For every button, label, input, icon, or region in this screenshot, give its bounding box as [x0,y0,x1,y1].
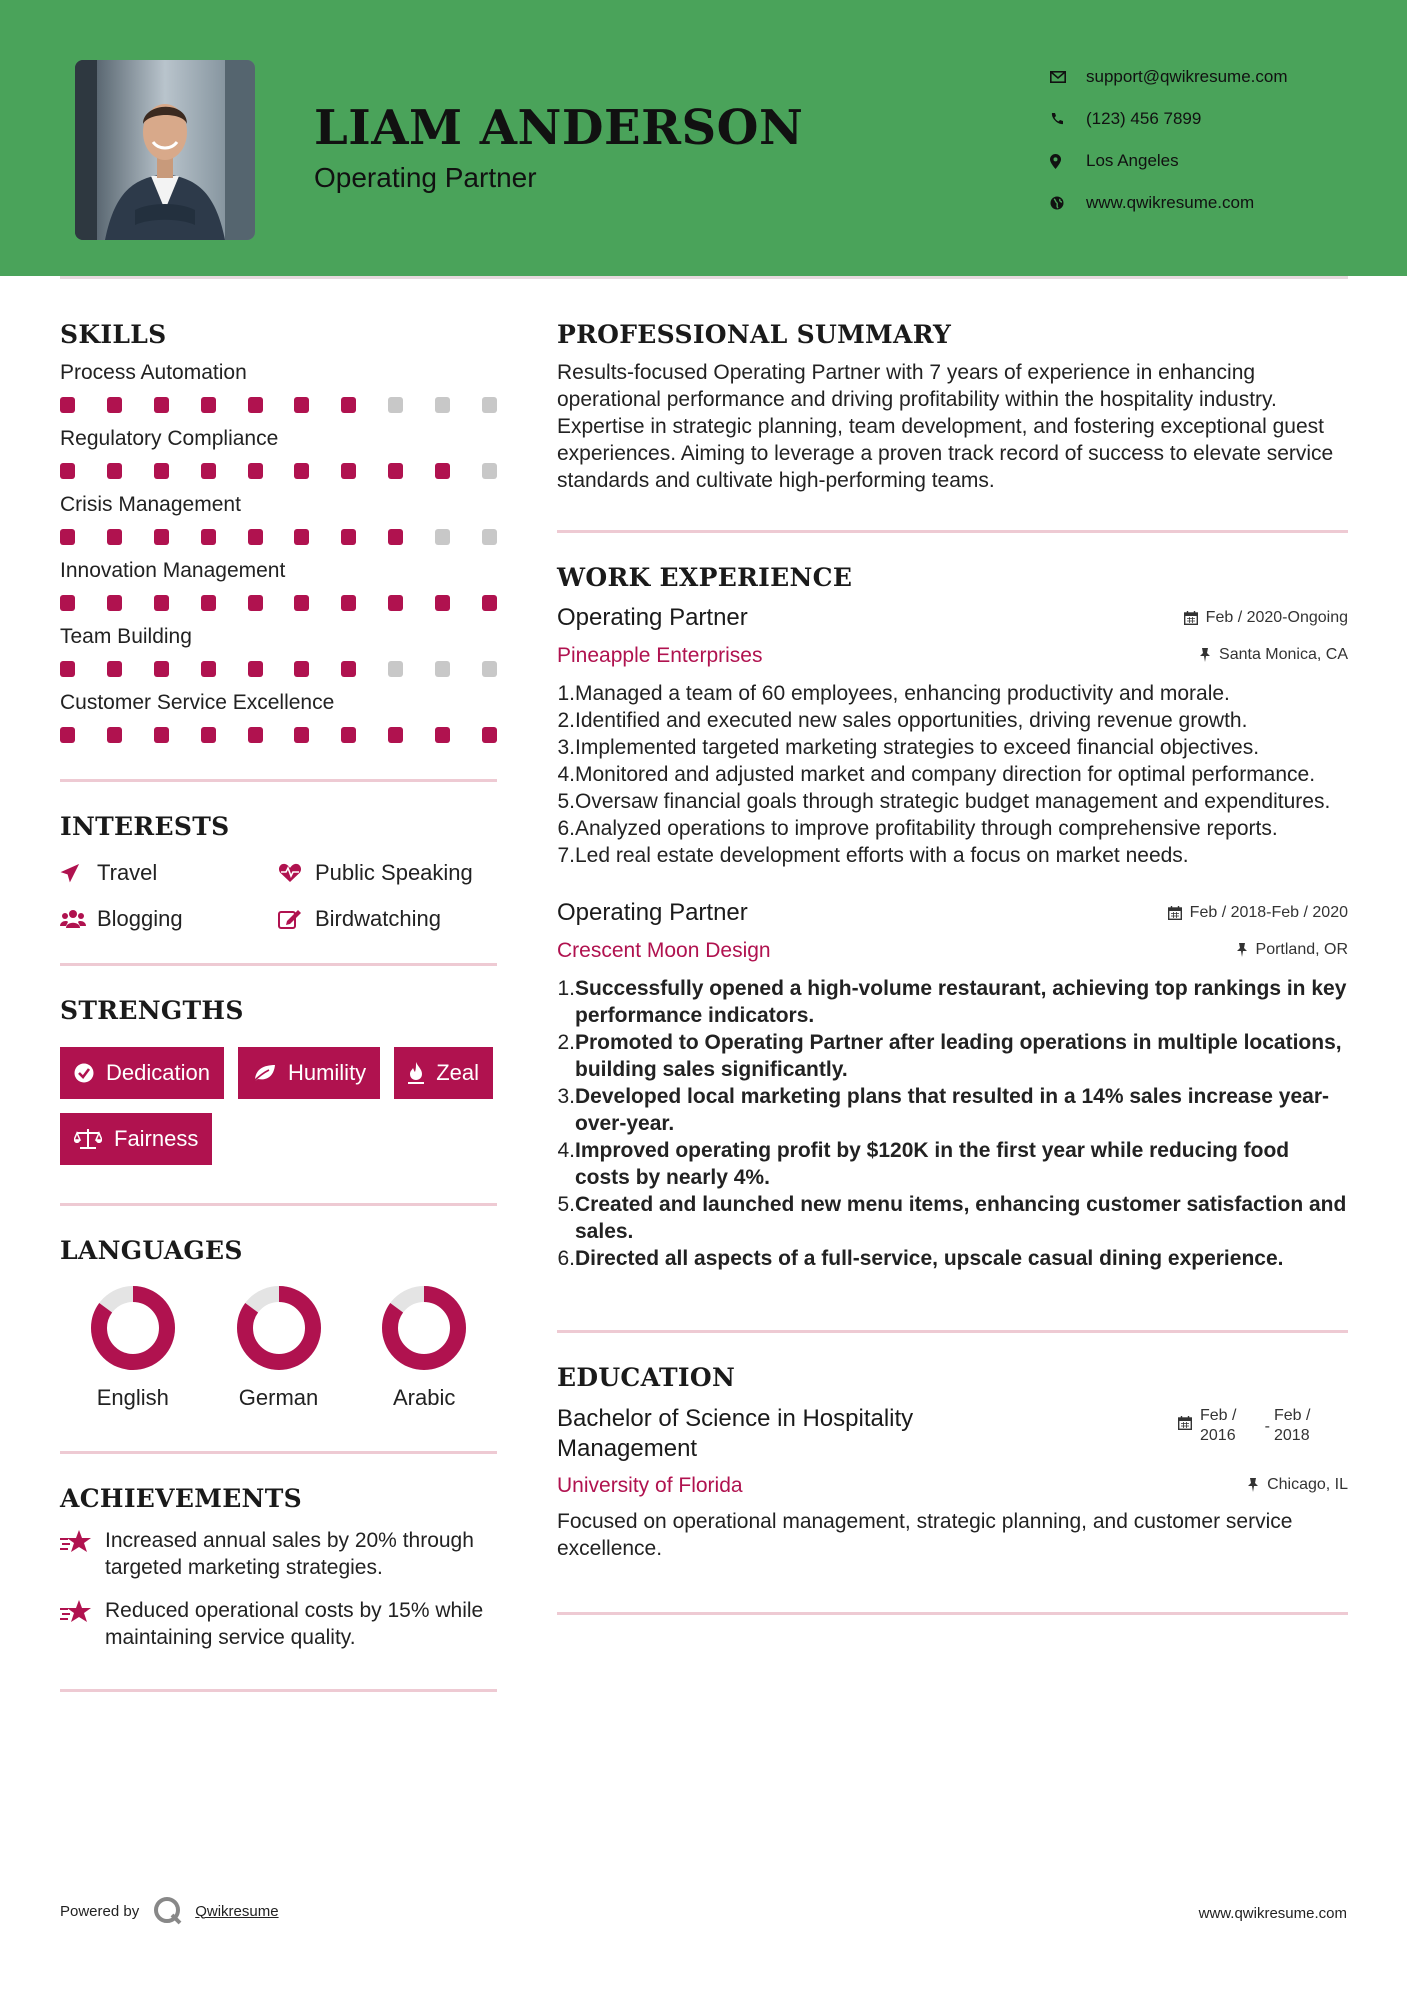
rating-dot-filled [60,397,75,413]
education-location-text: Chicago, IL [1267,1476,1348,1493]
skill-name: Innovation Management [60,559,286,582]
job-bullet [557,761,1348,788]
interest-label: Blogging [97,906,183,931]
strength-tag [60,1113,212,1165]
rating-dot-filled [294,397,309,413]
skill-item [60,493,497,549]
skill-rating [60,397,497,417]
degree-title: Bachelor of Science in Hospitality Management [557,1405,914,1462]
section-divider [557,1612,1348,1615]
star-icon [60,1597,105,1651]
bullet-number: 7. [557,844,575,867]
rating-dot-filled [154,463,169,479]
interests-heading: INTERESTS [60,812,230,841]
star-icon [60,1527,105,1581]
rating-dot-filled [248,595,263,611]
bullet-number: 4. [557,1139,575,1162]
school-name: University of Florida [557,1474,743,1497]
rating-dot-filled [248,397,263,413]
footer-website[interactable]: www.qwikresume.com [1198,1905,1347,1922]
calendar-icon [1184,611,1198,625]
footer-powered-by [60,1896,279,1926]
skill-name: Regulatory Compliance [60,427,279,450]
skill-item [60,559,497,615]
strengths-heading: STRENGTHS [60,996,244,1025]
pin-icon [1236,943,1248,957]
rating-dot-filled [341,661,356,677]
job-bullet [557,1083,1348,1137]
contact-website[interactable] [1050,182,1288,224]
contact-phone[interactable] [1050,98,1288,140]
bullet-text: Monitored and adjusted market and company direction for optimal performance. [575,763,1316,786]
rating-dot-filled [154,727,169,743]
rating-dot-filled [107,595,122,611]
rating-dot-filled [435,727,450,743]
job-bullet [557,842,1348,869]
language-donut [236,1285,322,1371]
contact-email-text: support@qwikresume.com [1086,67,1288,86]
envelope-icon [1050,71,1086,83]
strength-label: Humility [287,1060,367,1085]
bullet-number: 1. [557,682,575,705]
job-location [1199,646,1348,664]
bullet-number: 1. [557,977,575,1000]
strength-label: Dedication [106,1060,210,1085]
job-location-text: Santa Monica, CA [1219,646,1348,663]
bullet-text: Created and launched new menu items, enhancing customer satisfaction and sales. [575,1193,1347,1243]
bullet-text: Analyzed operations to improve profitability through comprehensive reports. [575,817,1278,840]
rating-dot-filled [107,727,122,743]
bullet-number: 4. [557,763,575,786]
languages-list [60,1285,497,1411]
rating-dot-filled [107,529,122,545]
education-start: Feb / 2016 [1200,1407,1237,1444]
rating-dot-filled [60,661,75,677]
rating-dot-filled [388,463,403,479]
rating-dot-filled [341,595,356,611]
rating-dot-filled [341,727,356,743]
job-title: Operating Partner [557,899,748,926]
company-name: Crescent Moon Design [557,939,771,962]
education-location [1247,1476,1348,1494]
calendar-icon [1178,1416,1192,1430]
rating-dot-empty [482,397,497,413]
strength-label: Fairness [114,1126,199,1151]
skill-item [60,691,497,747]
job-dates-text: Feb / 2018-Feb / 2020 [1189,904,1348,921]
bullet-text: Led real estate development efforts with a focus on market needs. [575,844,1189,867]
interest-item [278,905,497,933]
qwikresume-link[interactable]: Qwikresume [195,1902,279,1920]
bullet-text: Promoted to Operating Partner after leading operations in multiple locations, building sales significantly. [575,1031,1342,1081]
skill-item [60,625,497,681]
candidate-name: LIAM ANDERSON [314,100,804,156]
bullet-text: Oversaw financial goals through strategic budget management and expenditures. [575,790,1331,813]
rating-dot-filled [248,661,263,677]
bullet-text: Implemented targeted marketing strategies to exceed financial objectives. [575,736,1260,759]
qwikresume-logo-icon [153,1896,183,1926]
interest-item [60,905,278,933]
language-label: Arabic [393,1385,456,1410]
bullet-number: 3. [557,736,575,759]
rating-dot-filled [248,529,263,545]
rating-dot-filled [341,397,356,413]
skill-name: Crisis Management [60,493,241,516]
language-label: English [96,1385,169,1410]
skill-item [60,361,497,417]
job-title: Operating Partner [557,604,748,631]
interest-item [278,859,497,887]
education-text: Focused on operational management, strategic planning, and customer service excellence. [557,1510,1293,1560]
rating-dot-filled [435,595,450,611]
interests-list [60,859,497,933]
rating-dot-filled [107,397,122,413]
job-bullet [557,680,1348,707]
leaf-icon [252,1063,276,1083]
map-marker-icon [1050,154,1086,169]
edit-icon [278,908,315,930]
achievement-text: Reduced operational costs by 15% while maintaining service quality. [105,1599,484,1649]
rating-dot-filled [482,595,497,611]
contact-location-text: Los Angeles [1086,151,1179,170]
rating-dot-filled [435,463,450,479]
job-bullets [557,680,1348,869]
contact-list [1050,56,1288,224]
section-divider [557,1330,1348,1333]
job-bullet [557,815,1348,842]
job-bullet [557,975,1348,1029]
job-bullet [557,734,1348,761]
education-dates [1178,1406,1348,1446]
rating-dot-filled [294,529,309,545]
phone-icon [1050,112,1086,126]
skill-name: Process Automation [60,361,247,384]
skills-heading: SKILLS [60,320,167,349]
experience-heading: WORK EXPERIENCE [557,563,853,592]
heartbeat-icon [278,863,315,883]
job-bullet [557,1029,1348,1083]
rating-dot-empty [482,463,497,479]
skill-rating [60,463,497,483]
rating-dot-filled [341,463,356,479]
rating-dot-filled [201,397,216,413]
balance-scale-icon [74,1128,102,1150]
rating-dot-filled [294,595,309,611]
language-donut [90,1285,176,1371]
pin-icon [1199,648,1211,662]
calendar-icon [1168,906,1182,920]
rating-dot-filled [482,727,497,743]
rating-dot-empty [388,397,403,413]
bullet-text: Successfully opened a high-volume restaurant, achieving top rankings in key performance indicators. [575,977,1347,1027]
globe-icon [1050,196,1086,210]
rating-dot-filled [388,595,403,611]
bullet-text: Developed local marketing plans that resulted in a 14% sales increase year-over-year. [575,1085,1329,1135]
job-dates [1168,904,1348,922]
rating-dot-filled [154,595,169,611]
rating-dot-filled [60,595,75,611]
candidate-role: Operating Partner [314,162,537,193]
job-bullet [557,1191,1348,1245]
achievements-list [60,1527,497,1651]
bullet-number: 5. [557,790,575,813]
job-bullet [557,1245,1348,1272]
rating-dot-filled [294,661,309,677]
section-divider [60,1451,497,1454]
fire-icon [408,1062,424,1084]
profile-photo [75,60,255,240]
rating-dot-filled [201,529,216,545]
strength-tag [238,1047,380,1099]
skill-rating [60,595,497,615]
bullet-number: 3. [557,1085,575,1108]
left-column [60,320,497,1692]
resume-header [0,0,1407,276]
bullet-number: 5. [557,1193,575,1216]
job-dates [1184,609,1348,627]
rating-dot-filled [107,661,122,677]
rating-dot-filled [60,529,75,545]
rating-dot-filled [60,463,75,479]
job-bullets [557,975,1348,1272]
skill-name: Customer Service Excellence [60,691,335,714]
skill-item [60,427,497,483]
rating-dot-empty [435,529,450,545]
language-item [351,1285,497,1411]
job-bullet [557,788,1348,815]
rating-dot-filled [294,463,309,479]
language-donut [381,1285,467,1371]
education-heading: EDUCATION [557,1363,736,1392]
section-divider [60,779,497,782]
strength-tag [60,1047,224,1099]
languages-heading: LANGUAGES [60,1236,243,1265]
skill-rating [60,727,497,747]
bullet-number: 6. [557,1247,575,1270]
achievement-text: Increased annual sales by 20% through targeted marketing strategies. [105,1529,474,1579]
interest-label: Travel [97,860,158,885]
bullet-number: 2. [557,1031,575,1054]
language-item [206,1285,352,1411]
right-column [557,320,1348,1615]
strength-label: Zeal [436,1060,479,1085]
achievement-item [60,1527,497,1581]
powered-by-text: Powered by [60,1902,140,1920]
strength-tag [394,1047,493,1099]
bullet-text: Managed a team of 60 employees, enhancing productivity and morale. [575,682,1230,705]
rating-dot-empty [388,661,403,677]
strengths-list [60,1047,497,1165]
bullet-text: Improved operating profit by $120K in the first year while reducing food costs by nearly 4%. [575,1139,1290,1189]
job-dates-text: Feb / 2020-Ongoing [1205,609,1348,626]
job-entry [557,604,1348,869]
bullet-number: 6. [557,817,575,840]
rating-dot-empty [482,661,497,677]
rating-dot-filled [154,529,169,545]
rating-dot-filled [154,397,169,413]
rating-dot-empty [435,397,450,413]
pin-icon [1247,1478,1259,1492]
rating-dot-filled [201,727,216,743]
achievement-item [60,1597,497,1651]
bullet-text: Identified and executed new sales opportunities, driving revenue growth. [575,709,1248,732]
education-end: Feb / 2018 [1274,1407,1311,1444]
section-divider [60,1689,497,1692]
interest-label: Birdwatching [315,906,441,931]
skill-rating [60,661,497,681]
job-bullet [557,707,1348,734]
contact-website-text: www.qwikresume.com [1086,193,1255,212]
bullet-text: Directed all aspects of a full-service, upscale casual dining experience. [575,1247,1284,1270]
rating-dot-filled [248,727,263,743]
language-item [60,1285,206,1411]
rating-dot-filled [201,661,216,677]
job-location [1236,941,1348,959]
interest-item [60,859,278,887]
contact-phone-text: (123) 456 7899 [1086,109,1202,128]
summary-heading: PROFESSIONAL SUMMARY [557,320,952,349]
header-divider [60,276,1348,279]
contact-email[interactable] [1050,56,1288,98]
skills-list [60,361,497,747]
users-icon [60,909,97,929]
education-dash: - [1264,1418,1270,1435]
rating-dot-filled [154,661,169,677]
bullet-number: 2. [557,709,575,732]
check-circle-icon [74,1063,94,1083]
rating-dot-filled [201,463,216,479]
section-divider [557,530,1348,533]
job-bullet [557,1137,1348,1191]
job-location-text: Portland, OR [1255,941,1348,958]
company-name: Pineapple Enterprises [557,644,763,667]
rating-dot-empty [482,529,497,545]
interest-label: Public Speaking [315,860,473,885]
contact-location [1050,140,1288,182]
rating-dot-filled [388,529,403,545]
rating-dot-filled [388,727,403,743]
achievements-heading: ACHIEVEMENTS [60,1484,302,1513]
rating-dot-filled [60,727,75,743]
rating-dot-filled [107,463,122,479]
skill-name: Team Building [60,625,192,648]
rating-dot-empty [435,661,450,677]
rating-dot-filled [341,529,356,545]
skill-rating [60,529,497,549]
rating-dot-filled [201,595,216,611]
education-entry [557,1404,1348,1562]
section-divider [60,963,497,966]
language-label: German [238,1385,319,1410]
rating-dot-filled [248,463,263,479]
rating-dot-filled [294,727,309,743]
summary-text: Results-focused Operating Partner with 7 years of experience in enhancing operational performance and driving profitability within the hospitality industry. Expertise in strategic planning, team development, and fostering exceptional guest experiences. Aiming to leverage a proven track record of success to elevate service standards and cultivate high-performing teams. [557,361,1334,492]
job-entry [557,899,1348,1272]
plane-icon [60,863,97,883]
section-divider [60,1203,497,1206]
